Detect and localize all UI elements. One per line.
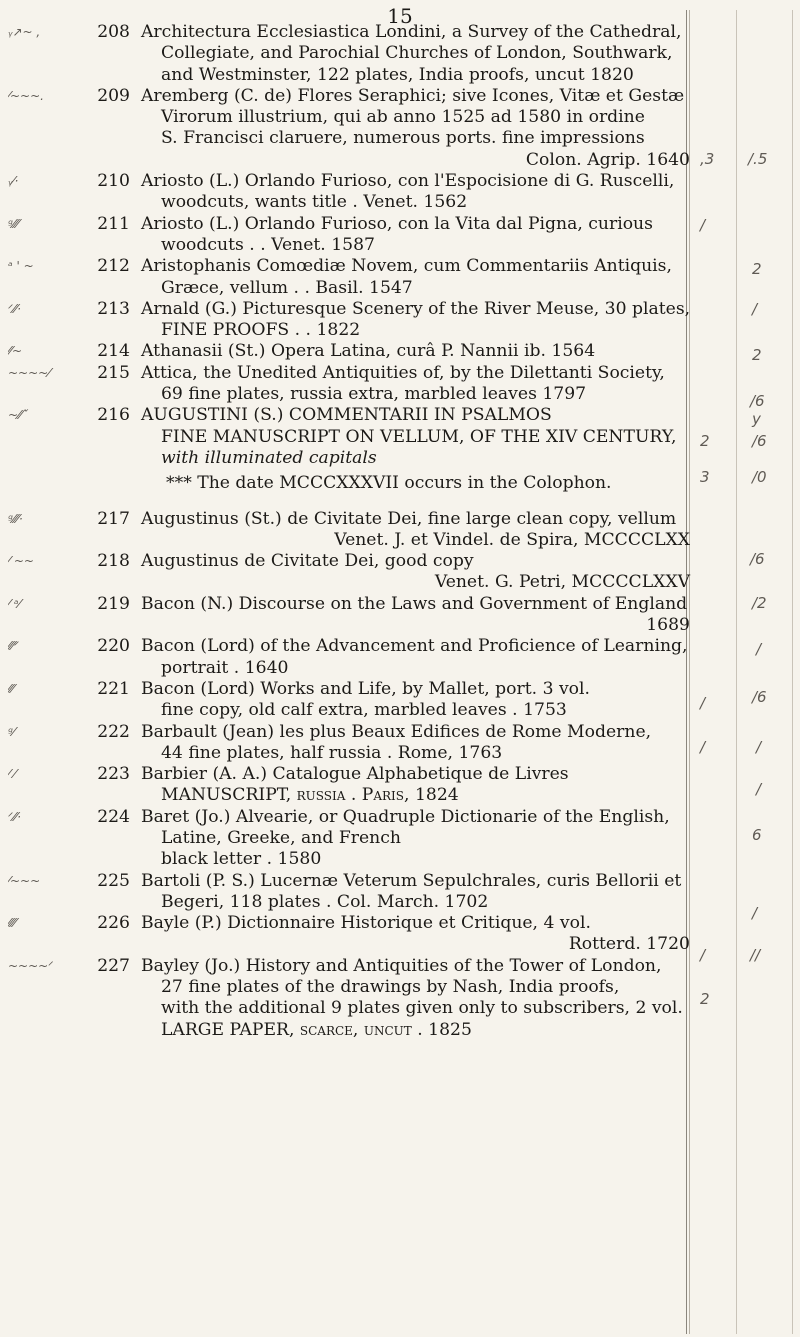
lot-number: 219 — [97, 593, 130, 614]
entry-line: woodcuts . . Venet. 1587 — [161, 234, 375, 255]
margin-price-mark: ,3 — [700, 150, 715, 168]
catalogue-entry — [8, 299, 700, 342]
entry-line: Collegiate, and Parochial Churches of London, Southwark, — [161, 43, 673, 64]
manuscript-annotation: ⁄ ~~ — [8, 554, 34, 569]
lot-number: 224 — [97, 806, 130, 827]
margin-price-mark: / — [756, 640, 762, 658]
margin-price-mark: /6 — [752, 688, 767, 706]
entry-line: Bacon (N.) Discourse on the Laws and Government of England — [141, 593, 688, 614]
entry-line: Aremberg (C. de) Flores Seraphici; sive Icones, Vitæ et Gestæ — [141, 85, 685, 106]
entry-line: 27 fine plates of the drawings by Nash, India proofs, — [161, 977, 620, 998]
manuscript-annotation: ᐟ⁄⁄· — [8, 809, 21, 824]
catalogue-entry — [8, 636, 700, 679]
entry-line: FINE PROOFS . . 1822 — [161, 320, 361, 341]
margin-price-mark: / — [756, 780, 762, 798]
margin-price-mark: // — [750, 946, 761, 964]
entry-line: Attica, the Unedited Antiquities of, by the Dilettanti Society, — [141, 362, 665, 383]
margin-price-mark: /2 — [752, 594, 767, 612]
margin-price-mark: / — [700, 216, 706, 234]
lot-number: 212 — [97, 256, 130, 277]
entry-line: 44 fine plates, half russia . Rome, 1763 — [161, 742, 503, 763]
margin-price-mark: y — [752, 410, 761, 428]
entry-line: Athanasii (St.) Opera Latina, curâ P. Nannii ib. 1564 — [141, 341, 596, 362]
lot-number: 210 — [97, 171, 130, 192]
entry-line: FINE MANUSCRIPT ON VELLUM, OF THE XIV CENTURY, — [161, 426, 677, 447]
entry-line: Virorum illustrium, qui ab anno 1525 ad 1580 in ordine — [161, 107, 645, 128]
lot-number: 227 — [97, 955, 130, 976]
entry-line: Augustinus (St.) de Civitate Dei, fine large clean copy, vellum — [141, 508, 677, 529]
margin-price-mark: /6 — [752, 432, 767, 450]
entry-line: Arnald (G.) Picturesque Scenery of the River Meuse, 30 plates, — [141, 298, 691, 319]
entry-line: Ariosto (L.) Orlando Furioso, con l'Espocisione di G. Ruscelli, — [141, 171, 675, 192]
lot-number: 209 — [97, 85, 130, 106]
lot-number: 213 — [97, 298, 130, 319]
manuscript-annotation: ᵃ ' ~ — [8, 259, 34, 274]
catalogue-entry — [8, 807, 700, 871]
manuscript-annotation: ᵧ↗~ , — [8, 25, 41, 39]
entry-line: Rotterd. 1720 — [568, 934, 690, 955]
catalogue-entry — [8, 256, 700, 299]
entry-line: MANUSCRIPT, russia . Paris, 1824 — [161, 785, 459, 806]
manuscript-annotation: ~~~~⁄ — [8, 365, 51, 380]
margin-price-mark: / — [752, 300, 758, 318]
page-number: 15 — [387, 4, 413, 28]
entry-line: with the additional 9 plates given only to subscribers, 2 vol. — [161, 998, 683, 1019]
manuscript-annotation: ⁄ ⁄ — [8, 767, 16, 782]
margin-price-mark: / — [756, 738, 762, 756]
margin-price-mark: / — [700, 694, 706, 712]
manuscript-annotation: ~⁄⁄ˇ — [8, 408, 29, 423]
catalogue-entry — [8, 341, 700, 362]
catalogue-entry — [8, 722, 700, 765]
manuscript-annotation: ⁄⁄⁄⁄ — [8, 916, 17, 931]
entry-line: Architectura Ecclesiastica Londini, a Survey of the Cathedral, — [141, 22, 682, 42]
entry-line: Bartoli (P. S.) Lucernæ Veterum Sepulchrales, curis Bellorii et — [141, 870, 682, 891]
margin-price-mark: / — [752, 904, 758, 922]
entry-line: AUGUSTINI (S.) COMMENTARII IN PSALMOS — [141, 405, 552, 426]
entry-line: Bacon (Lord) Works and Life, by Mallet, port. 3 vol. — [141, 678, 590, 699]
entry-line: Barbier (A. A.) Catalogue Alphabetique de Livres — [141, 764, 569, 785]
margin-rule — [792, 10, 793, 1334]
lot-number: 222 — [97, 721, 130, 742]
manuscript-annotation: ⁄⁄⁄ᐟ — [8, 639, 20, 654]
lot-number: 214 — [97, 341, 130, 362]
lot-number: 221 — [97, 678, 130, 699]
catalogue-entry — [8, 86, 700, 171]
catalogue-entry — [8, 405, 700, 469]
catalogue-entry — [8, 171, 700, 214]
manuscript-annotation: ~~~~ᐟ — [8, 958, 54, 973]
entry-line: and Westminster, 122 plates, India proofs, uncut 1820 — [161, 64, 634, 85]
manuscript-annotation: ⁄⁄~ — [8, 344, 23, 359]
catalogue-list — [8, 22, 700, 1041]
catalogue-entry — [8, 551, 700, 594]
lot-number: 218 — [97, 551, 130, 572]
lot-number: 215 — [97, 362, 130, 383]
entry-line: Baret (Jo.) Alvearie, or Quadruple Dictionarie of the English, — [141, 806, 670, 827]
colophon-note: *** The date MCCCXXXVII occurs in the Colophon. — [166, 473, 612, 494]
lot-number: 225 — [97, 870, 130, 891]
lot-number: 216 — [97, 405, 130, 426]
margin-price-mark: /6 — [750, 550, 765, 568]
entry-line: black letter . 1580 — [161, 849, 322, 870]
catalogue-entry — [8, 913, 700, 956]
lot-number: 223 — [97, 764, 130, 785]
catalogue-entry — [8, 22, 700, 86]
entry-line: 69 fine plates, russia extra, marbled leaves 1797 — [161, 384, 587, 405]
entry-line: LARGE PAPER, scarce, uncut . 1825 — [161, 1019, 472, 1040]
margin-price-mark: 2 — [752, 260, 762, 278]
lot-number: 217 — [97, 508, 130, 529]
margin-price-mark: 2 — [700, 990, 710, 1008]
margin-price-mark: 6 — [752, 826, 762, 844]
entry-line: portrait . 1640 — [161, 657, 289, 678]
manuscript-annotation: ᵍ⁄⁄⁄· — [8, 511, 23, 526]
margin-price-mark: / — [700, 738, 706, 756]
entry-line: 1689 — [646, 615, 690, 636]
catalogue-entry — [8, 509, 700, 552]
margin-price-mark: /0 — [752, 468, 767, 486]
catalogue-entry — [8, 594, 700, 637]
catalogue-entry — [8, 214, 700, 257]
catalogue-entry — [8, 363, 700, 406]
lot-number: 220 — [97, 636, 130, 657]
entry-line: Græce, vellum . . Basil. 1547 — [161, 277, 413, 298]
entry-line: fine copy, old calf extra, marbled leaves . 1753 — [161, 700, 567, 721]
manuscript-annotation: ᐟ⁄⁄· — [8, 301, 21, 316]
entry-line: woodcuts, wants title . Venet. 1562 — [161, 192, 468, 213]
entry-line: Venet. J. et Vindel. de Spira, MCCCCLXX — [334, 529, 690, 550]
entry-line: Begeri, 118 plates . Col. March. 1702 — [161, 891, 489, 912]
margin-price-mark: 2 — [752, 346, 762, 364]
entry-line: Bacon (Lord) of the Advancement and Proficience of Learning, — [141, 636, 688, 657]
manuscript-annotation: ᵍ⁄⁄⁄ — [8, 216, 19, 231]
catalogue-entry — [8, 956, 700, 1041]
manuscript-annotation: ⁄⁄⁄ — [8, 681, 15, 696]
entry-line: Bayle (P.) Dictionnaire Historique et Critique, 4 vol. — [141, 913, 591, 934]
margin-price-mark: 3 — [700, 468, 710, 486]
entry-line: Aristophanis Comœdiæ Novem, cum Commentariis Antiquis, — [141, 256, 672, 277]
margin-price-mark: 2 — [700, 432, 710, 450]
entry-line: Venet. G. Petri, MCCCCLXXV — [434, 572, 690, 593]
entry-line: Bayley (Jo.) History and Antiquities of the Tower of London, — [141, 955, 662, 976]
manuscript-annotation: ⁄~~~. — [8, 88, 44, 103]
catalogue-entry — [8, 679, 700, 722]
entry-line: Ariosto (L.) Orlando Furioso, con la Vita dal Pigna, curious — [141, 213, 653, 234]
margin-price-mark: / — [700, 946, 706, 964]
manuscript-annotation: ᵍ⁄ — [8, 724, 15, 739]
catalogue-entry — [8, 764, 700, 807]
entry-line: Augustinus de Civitate Dei, good copy — [141, 551, 474, 572]
entry-line: Latine, Greeke, and French — [161, 827, 401, 848]
manuscript-annotation: ⁄~~~ — [8, 873, 41, 888]
manuscript-annotation: ⁄ ᵃ⁄ — [8, 596, 21, 611]
entry-line: Colon. Agrip. 1640 — [525, 149, 690, 170]
entry-line: with illuminated capitals — [161, 447, 377, 468]
lot-number: 226 — [97, 913, 130, 934]
margin-price-mark: /.5 — [748, 150, 768, 168]
catalogue-entry — [8, 871, 700, 914]
lot-number: 211 — [97, 213, 130, 234]
margin-rule — [736, 10, 737, 1334]
margin-price-mark: /6 — [750, 392, 765, 410]
entry-line: S. Francisci claruere, numerous ports. fine impressions — [161, 128, 645, 149]
entry-line: Barbault (Jean) les plus Beaux Edifices de Rome Moderne, — [141, 721, 652, 742]
manuscript-annotation: ᵧ⁄· — [8, 174, 19, 189]
lot-number: 208 — [97, 22, 130, 42]
